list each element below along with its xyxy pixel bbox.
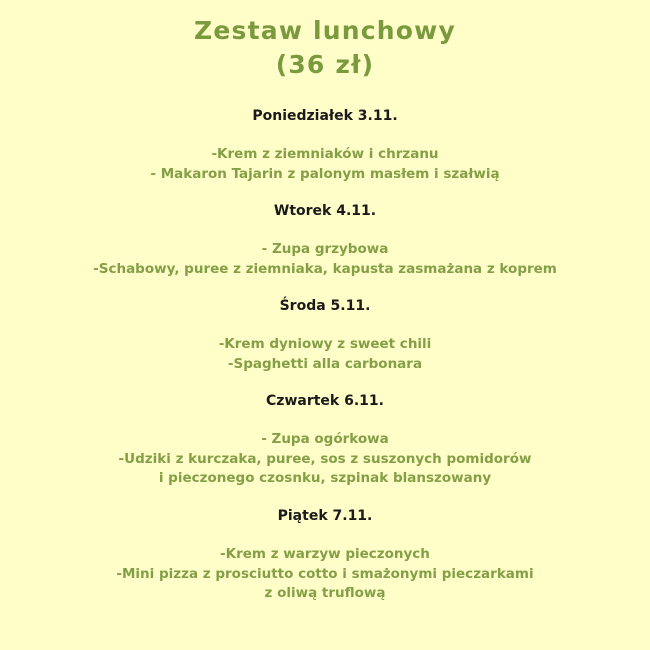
dish-tuesday-soup: - Zupa grzybowa [261,241,389,257]
dish-monday-soup: -Krem z ziemniaków i chrzanu [211,146,439,162]
dish-thursday-main: -Udziki z kurczaka, puree, sos z suszonych pomidorów [118,451,532,467]
dish-monday-main: - Makaron Tajarin z palonym masłem i szałwią [150,166,500,182]
dish-thursday-soup: - Zupa ogórkowa [261,431,389,447]
dish-wednesday-soup: -Krem dyniowy z sweet chili [218,336,432,352]
day-heading-tuesday: Wtorek 4.11. [273,203,377,219]
dish-friday-soup: -Krem z warzyw pieczonych [220,546,430,562]
title-line-2: (36 zł) [275,50,375,79]
menu-title [0,14,650,82]
day-heading-monday: Poniedziałek 3.11. [252,108,398,124]
title-line-1: Zestaw lunchowy [194,16,456,45]
dish-tuesday-main: -Schabowy, puree z ziemniaka, kapusta zasmażana z koprem [93,261,557,277]
day-heading-friday: Piątek 7.11. [277,508,373,524]
dish-friday-main-cont: z oliwą truflową [264,585,386,601]
day-heading-wednesday: Środa 5.11. [279,298,371,314]
dish-friday-main: -Mini pizza z prosciutto cotto i smażonymi pieczarkami [116,566,534,582]
dish-thursday-main-cont: i pieczonego czosnku, szpinak blanszowany [158,470,492,486]
dish-wednesday-main: -Spaghetti alla carbonara [227,356,423,372]
day-heading-thursday: Czwartek 6.11. [266,393,384,409]
